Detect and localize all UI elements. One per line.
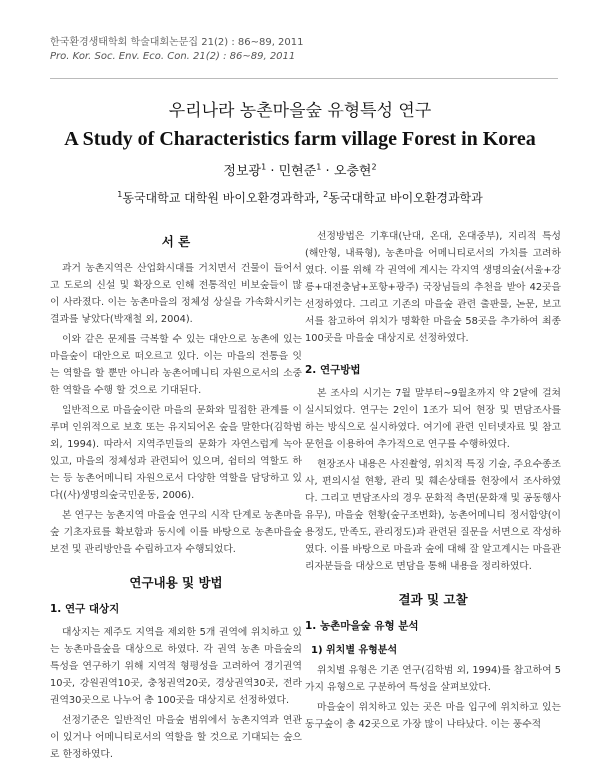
paragraph: 위치별 유형은 기존 연구(김학범 외, 1994)를 참고하여 5가지 유형으로 구분하여 특성을 살펴보았다.: [305, 665, 561, 693]
title-korean: 우리나라 농촌마을숲 유형특성 연구: [168, 101, 432, 121]
section-title-methods: 연구내용 및 방법: [129, 575, 223, 590]
paragraph: 과거 농촌지역은 산업화시대를 거치면서 건물이 들어서고 도로의 신설 및 확장으로 인해 전통적인 비보숲들이 많이 사라졌다. 이는 농촌마을의 정체성 상실을 가속화시키는 결과를 낳았다(박재철 외, 2004).: [50, 263, 302, 325]
section-title-results: 결과 및 고찰: [398, 592, 468, 607]
author-name: 정보광: [223, 164, 262, 179]
subsection-title-methods: 2. 연구방법: [305, 364, 361, 376]
subsection-title-study-site: 1. 연구 대상지: [50, 603, 120, 615]
header-divider: [50, 78, 558, 79]
journal-header-en: Pro. Kor. Soc. Env. Eco. Con. 21(2) : 86~89, 2011: [50, 51, 296, 62]
affiliation-superscript: 1: [117, 190, 123, 199]
paragraph: 대상지는 제주도 지역을 제외한 5개 권역에 위치하고 있는 농촌마을숲을 대상으로 하였다. 각 권역 농촌 마을숲의 특성을 연구하기 위해 지역적 형평성을 고려하여 경기권역 10곳, 강원권역10곳, 충청권역20곳, 경상권역30곳, 전라권역30곳으로 나누어 총 100곳을 대상지로 선정하였다.: [50, 627, 302, 706]
subsubsection-title-location-type: 1) 위치별 유형분석: [311, 645, 398, 656]
subsection-title-type-analysis: 1. 농촌마을숲 유형 분석: [305, 620, 419, 632]
left-column: [50, 226, 302, 766]
affiliation-text: 동국대학교 대학원 바이오환경과학과: [122, 191, 316, 205]
paragraph: 선정방법은 기후대(난대, 온대, 온대중부), 지리적 특성(해안형, 내륙형), 농촌마을 어메니티로서의 가치를 고려하였다. 이를 위해 각 권역에 계시는 각지역 생명의숲(서울+강릉+대전충남+포항+광주) 국장님들의 추천을 받아 42곳을 선정하였다. 그리고 기존의 마을숲 관련 출판물, 논문, 보고서를 참고하여 위치가 명확한 마을숲 58곳을 추가하여 최종 100곳을 마을숲 대상지로 선정하였다.: [305, 231, 561, 344]
affiliation-text: 동국대학교 바이오환경과학과: [328, 191, 483, 205]
author-superscript: 2: [371, 162, 377, 172]
section-title-introduction: 서 론: [161, 234, 191, 249]
author-name: 오충현: [333, 164, 372, 179]
right-column: [305, 228, 561, 736]
paragraph: 본 연구는 농촌지역 마을숲 연구의 시작 단계로 농촌마을숲 기초자료를 확보함과 동시에 이를 바탕으로 농촌마을숲 보전 및 관리방안을 수립하고자 수행되었다.: [50, 510, 302, 555]
paragraph: 마을숲이 위치하고 있는 곳은 마을 입구에 위치하고 있는 동구숲이 총 42곳으로 가장 많이 나타났다. 이는 풍수적: [305, 702, 561, 730]
paragraph: 일반적으로 마을숲이란 마을의 문화와 밀접한 관계를 이루며 인위적으로 보호 또는 유지되어온 숲을 말한다(김학범 외, 1994). 따라서 지역주민들의 문화가 자연스럽게 녹아있고, 마을의 정체성과 관련되어 있으며, 쉼터의 역할도 하는 등 농촌어메니티 자원으로서 다양한 역할을 담당하고 있다((사)생명의숲국민운동, 2006).: [50, 405, 302, 501]
journal-header: [50, 36, 304, 64]
author-superscript: 1: [261, 162, 267, 172]
affiliation-line: $^1$동국대학교 대학원 바이오환경과학과, $^2$동국대학교 바이오환경과학과: [117, 190, 483, 205]
journal-header-ko: 한국환경생태학회 학술대회논문집 21(2) : 86~89, 2011: [50, 37, 304, 48]
author-superscript: 1: [316, 162, 322, 172]
paragraph: 선정기준은 일반적인 마을숲 범위에서 농촌지역과 연관이 있거나 어메니티로서의 역할을 할 것으로 기대되는 숲으로 한정하였다.: [50, 715, 302, 760]
paragraph: 본 조사의 시기는 7월 말부터~9월초까지 약 2달에 걸쳐 실시되었다. 연구는 2인이 1조가 되어 현장 및 면담조사를 하는 방식으로 실시하였다. 여기에 관련 인터넷자료 및 참고문헌을 이용하여 추가적으로 연구를 수행하였다.: [305, 388, 561, 450]
author-list: [0, 160, 600, 179]
affiliation-superscript: 2: [323, 190, 329, 199]
paragraph: 이와 같은 문제를 극복할 수 있는 대안으로 농촌에 있는 마을숲이 대안으로 떠오르고 있다. 이는 마을의 전통을 잇는 역할을 할 뿐만 아니라 농촌어메니티 자원으로서의 소중한 역할을 수행 할 것으로 기대된다.: [50, 334, 302, 396]
author-separator: ·: [325, 164, 330, 179]
author-separator: ·: [270, 164, 275, 179]
author-name: 민현준: [278, 164, 317, 179]
title-english: A Study of Characteristics farm village Forest in Korea: [64, 128, 536, 150]
paragraph: 현장조사 내용은 사진촬영, 위치적 특징 기술, 주요수종조사, 편의시설 현황, 관리 및 훼손상태를 현장에서 조사하였다. 그리고 면담조사의 경우 문화적 측면(문화재 및 공동행사 유무), 마을숲 현황(숲구조변화), 농촌어메니티 정서함양(이용정도, 만족도, 관리정도)과 관련된 질문을 서면으로 작성하였다. 이를 바탕으로 마을과 숲에 대해 잘 알고계시는 마을관리자분들을 대상으로 면담을 통해 내용을 정리하였다.: [305, 459, 561, 572]
